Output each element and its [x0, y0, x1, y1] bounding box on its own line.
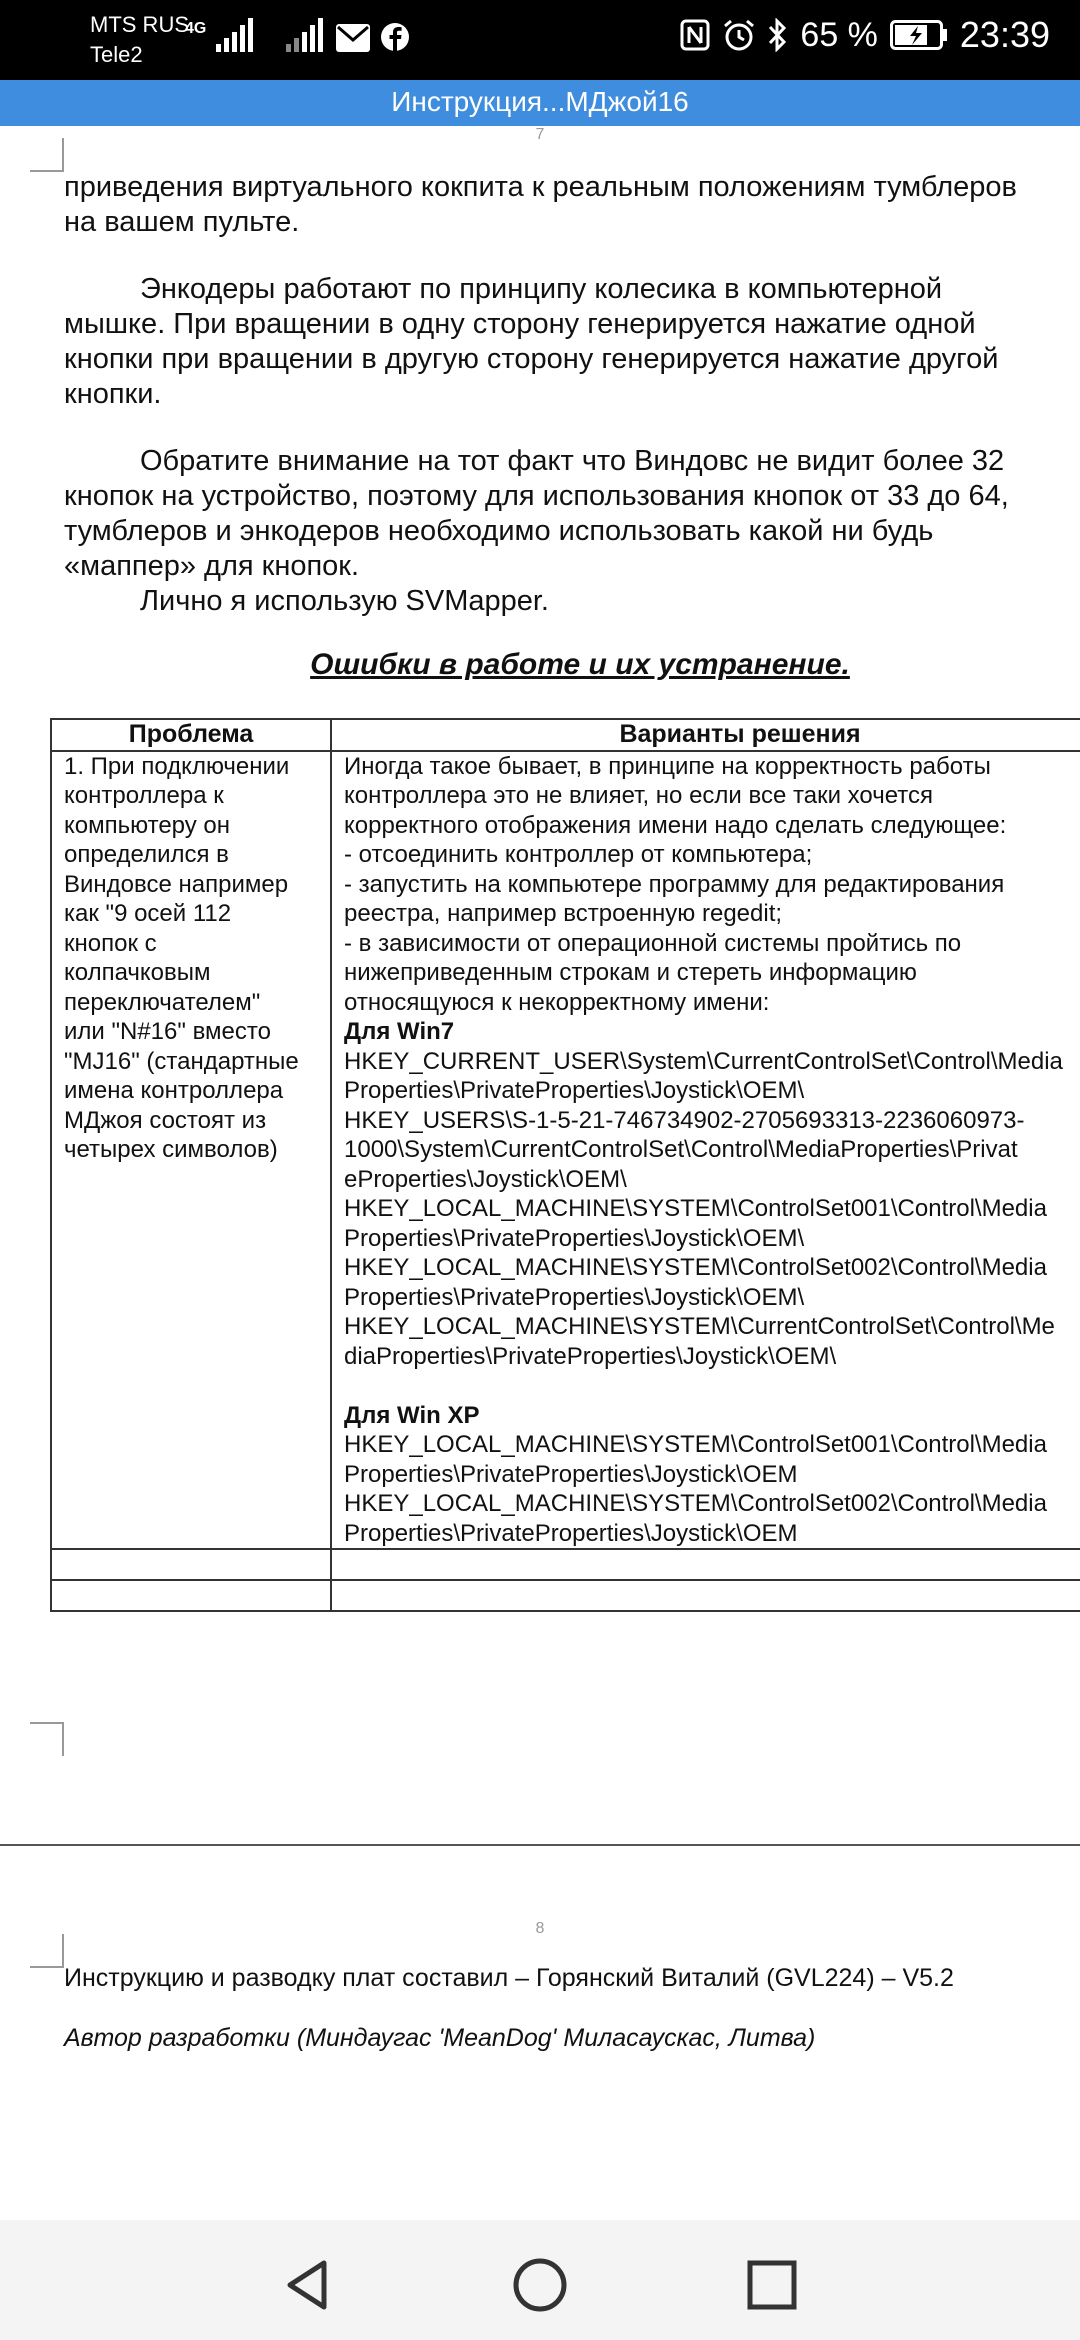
- problem-line: контроллера к: [64, 782, 224, 809]
- empty-cell: [51, 1580, 331, 1611]
- problem-line: кнопок с: [64, 929, 157, 957]
- document-title[interactable]: Инструкция...МДжой16: [391, 86, 689, 117]
- author-line: Автор разработки (Миндаугас 'MeanDog' Миласаускас, Литва): [64, 2024, 816, 2052]
- section-heading: Ошибки в работе и их устранение.: [310, 648, 850, 681]
- paragraph-3-text: Обратите внимание на тот факт что Виндовс не видит более 32 кнопок на устройство, поэтому для использования кнопок от 33 до 64, тумблеров и энкодеров необходимо использовать какой ни будь «маппер» для кнопок.: [64, 445, 1009, 582]
- page-number-8: 8: [535, 1920, 545, 1937]
- empty-cell: [331, 1549, 1080, 1580]
- paragraph-4-text: Лично я использую SVMapper.: [140, 585, 549, 617]
- header-solutions: Варианты решения: [331, 719, 1080, 751]
- carrier-info: [90, 10, 189, 70]
- nfc-icon: [680, 19, 710, 51]
- registry-line: 1000\System\CurrentControlSet\Control\MediaProperties\Privat: [344, 1136, 1018, 1163]
- credit-line: Инструкцию и разводку плат составил – Горянский Виталий (GVL224) – V5.2: [64, 1964, 954, 1992]
- win7-label: Для Win7: [344, 1018, 455, 1045]
- table-row-empty: [51, 1580, 1080, 1611]
- solution-line: Иногда такое бывает, в принципе на корректность работы: [344, 752, 991, 780]
- registry-line: HKEY_CURRENT_USER\System\CurrentControlSet\Control\Media: [344, 1047, 1063, 1075]
- navigation-bar: [0, 2220, 1080, 2340]
- solution-line: корректного отображения имени надо сделать следующее:: [344, 811, 1007, 839]
- signal-weak-icon: [286, 18, 326, 52]
- carrier-1: MTS RUS: [90, 12, 189, 37]
- table-row: [51, 751, 1080, 1550]
- paragraph-2-text: Энкодеры работают по принципу колесика в компьютерной мышке. При вращении в одну сторону генерируется нажатие одной кнопки при вращении в другую сторону генерируется нажатие другой кнопки.: [64, 273, 999, 410]
- battery-percent: 65 %: [800, 15, 878, 54]
- paragraph-4: [64, 584, 1080, 619]
- page-number-7: 7: [535, 126, 545, 143]
- registry-line: HKEY_LOCAL_MACHINE\SYSTEM\ControlSet001\Control\Media: [344, 1431, 1047, 1458]
- solution-line: реестра, например встроенную regedit;: [344, 900, 783, 927]
- paragraph-1: приведения виртуального кокпита к реальным положениям тумблеров на вашем пульте.: [64, 171, 1017, 238]
- problem-line: определился в: [64, 841, 229, 868]
- page-break: [0, 1844, 1080, 1846]
- battery-icon: [890, 20, 948, 50]
- problem-line: четырех символов): [64, 1136, 278, 1163]
- crop-mark: [30, 1722, 64, 1756]
- solution-line: - отсоединить контроллер от компьютера;: [344, 841, 813, 868]
- problem-line: Виндовсе например: [64, 870, 289, 898]
- solution-line: - запустить на компьютере программу для редактирования: [344, 870, 1005, 898]
- alarm-icon: [722, 18, 756, 52]
- problem-line: 1. При подключении: [64, 752, 290, 780]
- paragraph-2: [64, 272, 1080, 412]
- app-title-bar[interactable]: [0, 80, 1080, 126]
- problem-line: "MJ16" (стандартные: [64, 1047, 299, 1075]
- blank-line: [344, 1371, 1080, 1401]
- problem-line: колпачковым: [64, 959, 211, 986]
- problem-line: компьютеру он: [64, 811, 231, 839]
- registry-line: HKEY_LOCAL_MACHINE\SYSTEM\CurrentControlSet\Control\Me: [344, 1313, 1055, 1340]
- carrier-2: Tele2: [90, 42, 143, 67]
- empty-cell: [51, 1549, 331, 1580]
- facebook-icon: [380, 22, 410, 52]
- problem-line: имена контроллера: [64, 1077, 284, 1104]
- bluetooth-icon: [768, 18, 788, 52]
- problem-cell: [51, 751, 331, 1550]
- empty-cell: [331, 1580, 1080, 1611]
- registry-line: Properties\PrivateProperties\Joystick\OEM\: [344, 1224, 805, 1252]
- problem-line: переключателем": [64, 988, 261, 1016]
- registry-line: HKEY_LOCAL_MACHINE\SYSTEM\ControlSet002\Control\Media: [344, 1490, 1047, 1517]
- table-row-empty: [51, 1549, 1080, 1580]
- registry-line: Properties\PrivateProperties\Joystick\OEM: [344, 1519, 798, 1547]
- status-right: [680, 14, 1050, 56]
- registry-line: Properties\PrivateProperties\Joystick\OEM: [344, 1460, 798, 1488]
- registry-line: HKEY_USERS\S-1-5-21-746734902-2705693313-2236060973-: [344, 1106, 1025, 1134]
- clock: 23:39: [959, 14, 1050, 55]
- solution-line: нижеприведенным строкам и стереть информацию: [344, 959, 917, 986]
- problem-line: как "9 осей 112: [64, 900, 232, 927]
- status-left-icons: [185, 18, 410, 52]
- solution-line: относящуюся к некорректному имени:: [344, 988, 770, 1016]
- registry-line: HKEY_LOCAL_MACHINE\SYSTEM\ControlSet002\Control\Media: [344, 1254, 1047, 1281]
- registry-line: eProperties\Joystick\OEM\: [344, 1165, 627, 1193]
- solution-line: - в зависимости от операционной системы пройтись по: [344, 929, 962, 957]
- winxp-label: Для Win XP: [344, 1401, 480, 1429]
- document-view[interactable]: [0, 126, 1080, 2220]
- troubleshooting-table: [50, 718, 1080, 1612]
- home-icon[interactable]: [510, 2255, 570, 2315]
- header-problem: Проблема: [51, 719, 331, 751]
- network-type: 4G: [185, 20, 207, 37]
- back-icon[interactable]: [278, 2255, 338, 2315]
- paragraph-3: [64, 444, 1080, 584]
- registry-line: Properties\PrivateProperties\Joystick\OEM\: [344, 1077, 805, 1104]
- mail-icon: [336, 24, 370, 52]
- crop-mark: [30, 1934, 64, 1968]
- status-bar: [0, 0, 1080, 80]
- solution-line: контроллера это не влияет, но если все таки хочется: [344, 782, 933, 809]
- problem-line: или "N#16" вместо: [64, 1018, 271, 1045]
- problem-line: МДжоя состоят из: [64, 1106, 267, 1134]
- solution-cell: [331, 751, 1080, 1550]
- registry-line: Properties\PrivateProperties\Joystick\OEM\: [344, 1283, 805, 1311]
- recents-icon[interactable]: [742, 2255, 802, 2315]
- registry-line: diaProperties\PrivateProperties\Joystick\OEM\: [344, 1342, 837, 1370]
- registry-line: HKEY_LOCAL_MACHINE\SYSTEM\ControlSet001\Control\Media: [344, 1195, 1047, 1222]
- signal-icon: [216, 18, 256, 52]
- table-header-row: [51, 719, 1080, 751]
